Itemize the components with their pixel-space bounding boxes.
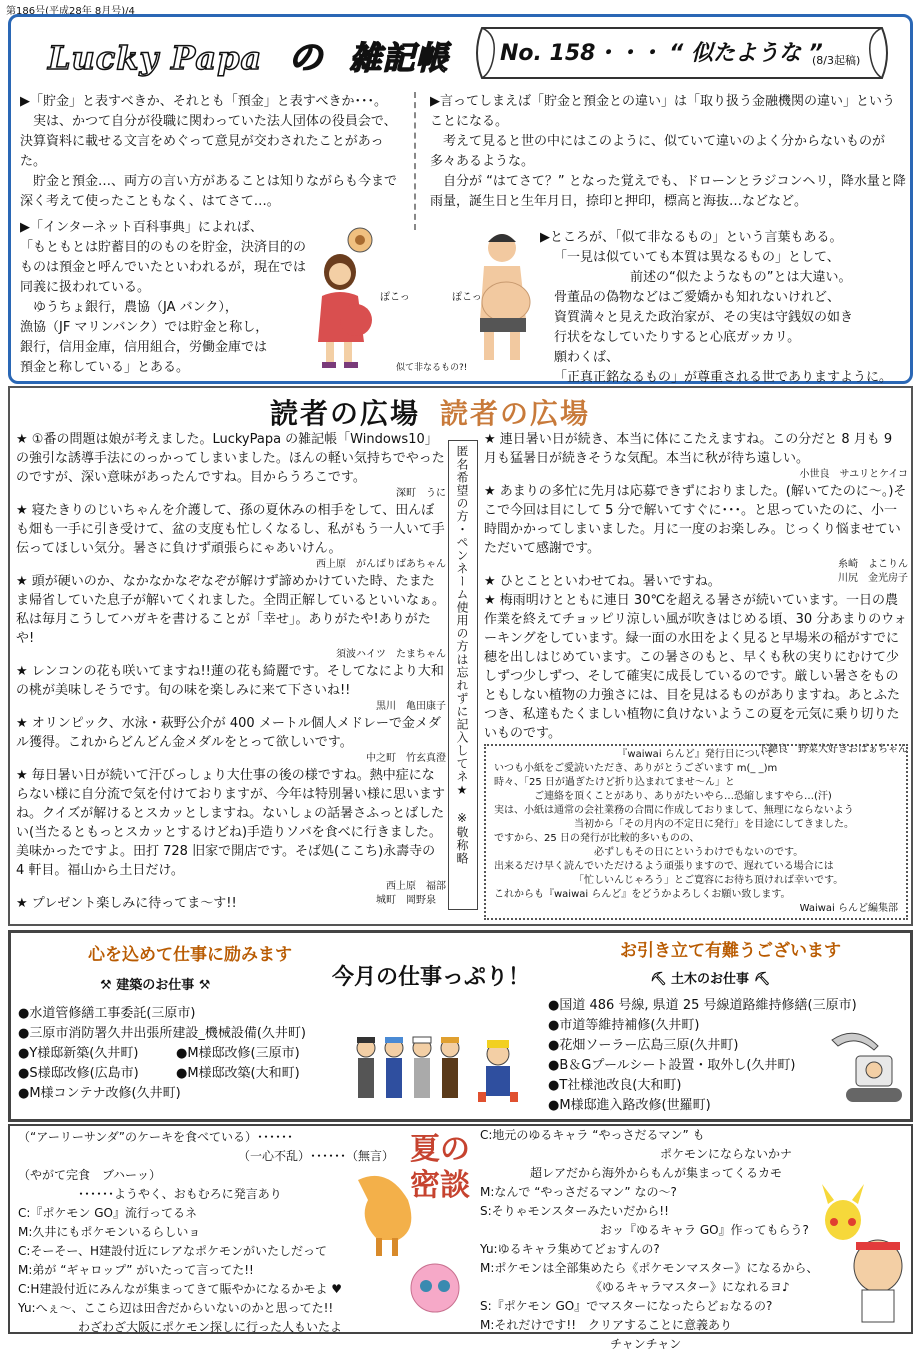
dialog-line: ポケモンにならないかナ	[660, 1147, 793, 1161]
dialog-line: S:『ポケモン GO』でマスターになったらどぉなるの?	[480, 1299, 773, 1313]
reader-post: ★ ①番の問題は娘が考えました。LuckyPapa の雑記帳「Windows10」の強引な誘導手法にのっかってしまいました。ほんの軽い気持ちでやったのですが、深い意味があったんですね。目からうろこです。 深町 うに	[16, 432, 446, 499]
list-item: ●M様邸改修(三原市)	[176, 1046, 300, 1061]
para: 願わくば、	[554, 350, 620, 365]
figure-caption: 似て非なるもの?!	[396, 363, 468, 373]
dialog-line: C:そーそー、H建設付近にレアなポケモンがいたしだって	[18, 1244, 327, 1258]
dialog-line: C:『ポケモン GO』流行ってるネ	[18, 1206, 197, 1220]
para: 貯金と預金…、両方の言い方があることは知りながらも今まで深く考えて使ったこともなく、はてさて…。	[20, 174, 398, 209]
dialog-line: Yu:へぇ～、ここら辺は田舎だからいないのかと思ってた!!	[18, 1301, 334, 1315]
dialog-line: M:なんで “やっさだるマン” なの～?	[480, 1185, 677, 1199]
issue-line: 第186号(平成28年 8月号)/4	[6, 6, 135, 17]
dialog-line: M:ポケモンは全部集めたら《ポケモンマスター》になるから、	[480, 1261, 819, 1275]
readers-right-column	[484, 430, 908, 757]
dialog-line: M:それだけです!! クリアすることに意義あり	[480, 1318, 733, 1332]
para: ゆうちょ銀行，農協（JA バンク），	[20, 300, 238, 315]
column-divider	[414, 92, 416, 230]
para: 前述の“似たようなもの”とは大違い。	[630, 270, 852, 285]
para: ▶「貯金」と表すべきか、それとも「預金」と表すべきか･･･。	[20, 94, 387, 109]
reader-post: ★ 梅雨明けとともに連日 30℃を超える暑さが続いています。一日の農作業を終えてチョッピリ涼しい風が吹きはじめる頃、30 分あまりのウォーキングをしています。緑一面の水田をよく見ると早場米の稲がすでに穂を出しはじめています。この暑さのもと、早くも秋の実りにむけて少しずつ少しずつ、そして確実に成長しているのです。厳しい暑さをものともしない植物の力強さには、目を見はるものがありますね。あとふたつき、私達もたくましい植物に負けないようこの夏を元気に乗り切りたいものです。 下徳良 野菜大好きおばぁちゃん	[484, 593, 908, 755]
readers-left-column	[16, 430, 446, 913]
reader-post: ★ ひとことといわせてね。暑いですね。 川尻 金光房子	[484, 573, 908, 589]
dialog-line: おッ『ゆるキャラ GO』作ってもらう?	[600, 1223, 809, 1237]
reader-post: ★ 頭が硬いのか、なかなかなぞなぞが解けず諦めかけていた時、たまたま帰省していた息子が解いてくれました。全問正解しているといいなぁ。私は毎月こうしてハガキを書けることが「幸せ」。ありがたや!ありがたや! 須波ハイツ たまちゃん	[16, 574, 446, 660]
list-item: ●市道等維持補修(久井町)	[548, 1018, 700, 1033]
works-left-heading: 心を込めて仕事に励みます	[88, 945, 292, 965]
yassa-daruman-mascot	[846, 1226, 910, 1326]
title-kanji: 雑記帳	[349, 39, 449, 77]
reader-post: ★ 連日暑い日が続き、本当に体にこたえますね。この分だと 8 月も 9 月も猛暑日が続きそうな気配。本当に秋が待ち遠しい。 小世良 サユリとケイコ	[484, 432, 908, 480]
bubble-left: ぽこっ	[380, 292, 410, 303]
column-left-block	[20, 92, 405, 212]
para: 銀行，信用金庫，信用組合，労働金庫では	[20, 340, 268, 355]
column-right-block	[430, 92, 906, 212]
episode-date: (8/3起稿)	[812, 54, 861, 67]
works-left-sub: ⚒ 建築のお仕事 ⚒	[100, 978, 211, 993]
para: 自分が “はてさて？” となった覚えでも、ドローンとラジコンヘリ，降水量と降雨量，誕生日と生年月日，捺印と押印，標高と海抜…などなど。	[430, 174, 906, 209]
list-item: ●三原市消防署久井出張所建設_機械設備(久井町)	[18, 1026, 306, 1041]
list-item: ●M様邸改築(大和町)	[176, 1066, 300, 1081]
dialog-line: （一心不乱）･･････（無言）	[238, 1149, 395, 1163]
notice-line: 実は、小紙は通常の会社業務の合間に作成しておりまして、無理にならないよう	[494, 805, 854, 816]
notice-line: これからも『waiwai らんど』をどうかよろしくお願い致します。	[494, 889, 791, 900]
dialog-line: 超レアだから海外からもんが集まってくるカモ	[530, 1166, 783, 1180]
column-title	[48, 30, 449, 79]
episode-title: No. 158・・・ “ 似たような ”	[500, 41, 823, 66]
list-item: ●水道管修繕工事委託(三原市)	[18, 1006, 196, 1021]
para: 「一見は似ていても本質は異なるもの」として、	[554, 250, 840, 265]
reader-post: ★ レンコンの花も咲いてますね!!蓮の花も綺麗です。そしてなにより大和の桃が美味しそうです。旬の味を楽しみに来て下さいね!! 黒川 亀田康子	[16, 664, 446, 712]
para: 実は、かつて自分が役職に関わっていた法人団体の役員会で、決算資料に載せる文言をめぐって意見が交わされたことがあった。	[20, 114, 397, 169]
pickaxe-icon: ⛏	[749, 972, 771, 987]
column-left-block-2	[20, 218, 310, 378]
para: 「正真正銘なるもの」が尊重される世でありますように。	[554, 370, 893, 385]
ponyta-illustration	[348, 1170, 428, 1260]
readers-title: 読者の広場 読者の広場	[270, 397, 591, 430]
reader-post: ★ オリンピック、水泳・萩野公介が 400 メートル個人メドレーで金メダル獲得。これからどんどん金メダルをとって欲しいです。 中之町 竹玄真澄	[16, 716, 446, 764]
notice-line: いつも小紙をご愛読いただき、ありがとうございます m(_ _)m	[494, 763, 778, 774]
notice-line: 出来るだけ早く読んでいただけるよう頑張りますので、遅れている場合には	[494, 861, 834, 872]
dialog-line: M:久井にもポケモンいるらしいョ	[18, 1225, 201, 1239]
list-item: ●M様コンテナ改修(久井町)	[18, 1086, 181, 1101]
dialog-line: わざわざ大阪にポケモン探しに行った人もいたよ	[78, 1320, 343, 1334]
list-item: ●B＆Gプールシート設置・取外し(久井町)	[548, 1058, 796, 1073]
para: 行状をなしていたりすると心底ガッカリ。	[554, 330, 801, 345]
dialog-line: 《ゆるキャラマスター》になれるヨ♪	[590, 1280, 790, 1294]
list-item: ●M様邸進入路改修(世羅町)	[548, 1098, 711, 1113]
para: ▶「インターネット百科事典」によれば、	[20, 220, 263, 235]
notice-line: 当初から「その月内の不定日に発行」を目途にしてきました。	[574, 819, 854, 830]
dialog-line: （“アーリーサンダ”のケーキを食べている）･･････	[18, 1130, 293, 1144]
reader-post: ★ あまりの多忙に先月は応募できずにおりました。(解いてたのに～。)そこで今回は目にして 5 分で解いてすぐに･･･。と思っていたのに、小一時間かかってしまいました。月に一度のお楽しみ。じっくり悩ませていただいて感謝です。 糸崎 よこりん	[484, 484, 908, 570]
dialog-line: C:地元のゆるキャラ “やっさだるマン” も	[480, 1128, 705, 1142]
notice-title: 『waiwai らんど』発行日について	[617, 749, 775, 760]
list-item: ●T社様池改良(大和町)	[548, 1078, 682, 1093]
anonymous-note: 匿名希望の方・ペンネーム使用の方は忘れずに記入してネ★ ※敬称略	[448, 440, 478, 910]
workers-illustration	[348, 1034, 528, 1104]
works-center-title: 今月の仕事っぷり！	[332, 965, 531, 990]
title-no: の	[288, 38, 324, 78]
dialog-line: M:弟が “ギャロップ” がいたって言ってた!!	[18, 1263, 254, 1277]
para: 考えて見ると世の中にはこのように、似ていて違いのよく分からないものが多々あるような。	[430, 134, 886, 169]
bubble-right: ぽこっ	[452, 292, 482, 303]
dialog-line: （やがて完食 ブハーッ）	[18, 1168, 162, 1182]
works-left-list-b	[176, 1044, 346, 1084]
reader-post: ★ 毎日暑い日が続いて汗びっしょり大仕事の後の様ですね。熱中症にならない様に自分流で気を付けておりますが、今年は特別暑い様に思いますね。クイズが解けるとスカッとしますね。ないしょの話暑さふっとばしたい(当たるともっとスカッとするけどね)手造りソバを食べに行きました。美味かったですよ。田打 728 旧家で開店です。そば処(ここち)永壽寺の 4 軒目。福山から土日だけ。 西上原 福部	[16, 768, 446, 892]
para: 資質満々と見えた政治家が、その実は守銭奴の如き	[554, 310, 854, 325]
reader-post: ★ 寝たきりのじいちゃんを介護して、孫の夏休みの相手をして、田んぼも畑も一手に引き受けて、盆の支度も忙しくなるし、私がもう一人いて手伝ってほしい気分。暑さに負けず頑張らにゃあいけん。 西上原 がんばりばあちゃん	[16, 503, 446, 570]
pregnant-woman-illustration	[300, 222, 380, 372]
publication-notice	[484, 744, 908, 920]
dialog-line: S:そりゃモンスターみたいだから!!	[480, 1204, 669, 1218]
para: ▶ところが、「似て非なるもの」という言葉もある。	[540, 230, 843, 245]
notice-line: 必ずしもその日にというわけでもないのです。	[594, 847, 804, 858]
pickaxe-icon: ⛏	[650, 972, 672, 987]
jigglypuff-illustration	[404, 1258, 466, 1318]
summer-title: 夏の密談	[410, 1132, 470, 1203]
dialog-line: C:H建設付近にみんなが集まってきて賑やかになるかモよ ♥	[18, 1282, 343, 1296]
title-lucky: Lucky Papa	[48, 39, 263, 77]
dialog-line: Yu:ゆるキャラ集めてどぉすんの?	[480, 1242, 660, 1256]
dialog-line: ･･････ようやく、おもむろに発言あり	[78, 1187, 282, 1201]
list-item: ●S様邸改修(広島市)	[18, 1066, 139, 1081]
excavator-illustration	[826, 1020, 908, 1110]
notice-line: ですから、25 日の発行が比較的多いものの、	[494, 833, 700, 844]
dialog-line: チャンチャン	[610, 1337, 682, 1351]
para: ▶言ってしまえば「貯金と預金との違い」は「取り扱う金融機関の違い」ということになる。	[430, 94, 895, 129]
list-item: ●Y様邸新築(久井町)	[18, 1046, 139, 1061]
hammer-icon: ⚒	[100, 978, 117, 993]
list-item: ●国道 486 号線, 県道 25 号線道路維持修繕(三原市)	[548, 998, 857, 1013]
list-item: ●花畑ソーラー広島三原(久井町)	[548, 1038, 739, 1053]
reader-post: ★ プレゼント楽しみに待ってま～す!! 城町 岡野泉	[16, 895, 436, 911]
notice-line: 「忙しいんじゃろう」とご寛容にお待ち頂ければ幸いです。	[574, 875, 844, 886]
notice-line: ご連絡を頂くことがあり、ありがたいやら…恐縮しますやら…(汗)	[534, 791, 832, 802]
notice-line: 時々、「25 日が過ぎたけど折り込まれてませ～ん」と	[494, 777, 735, 788]
works-right-sub: ⛏ 土木のお仕事 ⛏	[650, 972, 771, 987]
hammer-icon: ⚒	[194, 978, 211, 993]
para: 「もともとは貯蓄目的のものを貯金，決済目的のものは預金と呼んでいたといわれるが，現在では同義に扱われている。	[20, 240, 307, 295]
column-right-block-2	[540, 228, 910, 388]
notice-signoff: Waiwai らんど編集部	[799, 903, 898, 914]
works-right-heading: お引き立て有難うございます	[620, 941, 841, 961]
para: 骨董品の偽物などはご愛嬌かも知れないけれど、	[554, 290, 841, 305]
para: 預金と称している」とある。	[20, 360, 190, 375]
para: 漁協（JF マリンバンク）では貯金と称し，	[20, 320, 269, 335]
